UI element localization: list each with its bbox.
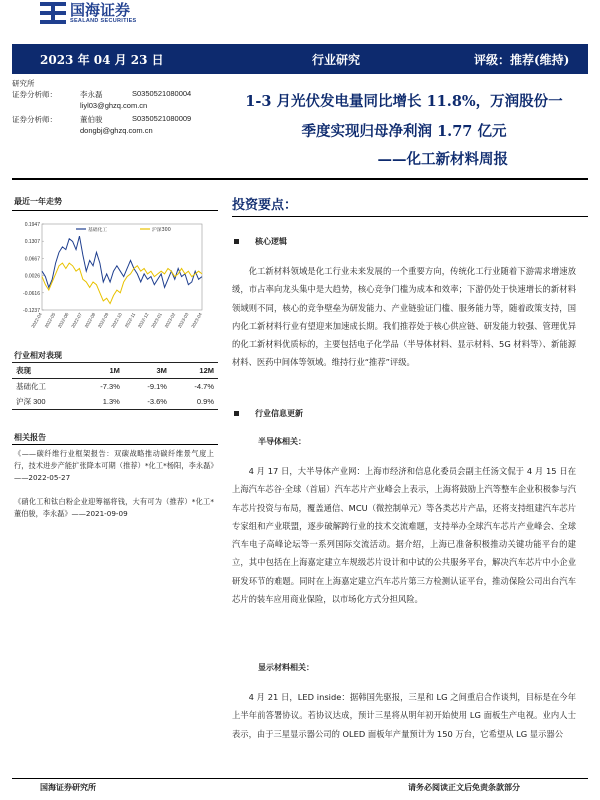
report-category: 行业研究 (312, 53, 361, 67)
investment-highlights-heading: 投资要点： (232, 198, 298, 213)
series-line (42, 236, 202, 287)
report-subtitle: ——化工新材料周报 (377, 151, 508, 168)
company-logo (40, 2, 137, 24)
core-logic-paragraph: 化工新材料领域是化工行业未来发展的一个重要方向，传统化工行业随着下游需求增速放缓，市占率向龙头集中是大趋势，核心竞争门槛为成本和效率；下游仍处于快速增长的新材料领域则不同，核心的竞争壁垒为研发能力、产业链验证门槛、服务能力等，随着政策支持，国内化工新材料行业有望迎来加速成长期。我们推荐处于核心供应链、研发能力较强、管理优异的化工新材料优质标的，主要包括电子化学品（半导体材料、显示材料、5G 材料等）、新能源材料、医药中间体等领域。维持行业“推荐”评级。 (232, 266, 576, 368)
table-cell: -3.6% (124, 394, 171, 410)
related-report-item[interactable]: 《——碳纤维行业框架报告：双碳战略推动碳纤维景气度上行，技术进步产能扩张降本可期（推荐）*化工*杨阳，李永磊》——2022-05-27 (14, 449, 214, 482)
x-tick-label: 2022-12 (136, 312, 150, 329)
report-title-line-1: 1-3 月光伏发电量同比增长 11.8%，万润股份一 (245, 93, 563, 110)
x-tick-label: 2022-06 (56, 312, 70, 329)
chart-title: 最近一年走势 (14, 197, 62, 206)
performance-table (12, 362, 218, 410)
heading-rule (232, 216, 588, 217)
analyst-email[interactable]: dongbj@ghzq.com.cn (80, 126, 153, 135)
x-tick-label: 2022-05 (43, 312, 57, 329)
x-tick-label: 2023-02 (163, 312, 177, 329)
reports-title: 相关报告 (14, 433, 46, 442)
table-row (12, 378, 218, 394)
chart-title-rule (12, 210, 218, 211)
x-tick-label: 2022-08 (83, 312, 97, 329)
bullet-square-icon (234, 411, 239, 416)
column-header: 3M (124, 363, 171, 379)
x-tick-label: 2023-03 (176, 312, 190, 329)
table-row (12, 394, 218, 410)
section-title: 行业信息更新 (255, 409, 303, 418)
footer-disclaimer: 请务必阅读正文后免责条款部分 (408, 783, 520, 792)
y-tick-label: 0.0667 (24, 256, 40, 263)
column-header: 表现 (12, 363, 77, 379)
y-tick-label: 0.1307 (24, 239, 40, 246)
analyst-2 (12, 114, 222, 138)
performance-title: 行业相对表现 (14, 351, 62, 360)
related-report-item[interactable]: 《硝化工和钛白粉企业迎筹福将钱，大有可为（推荐）*化工*董伯骏，李永磊》——2021-09-09 (14, 497, 214, 518)
y-tick-label: -0.0616 (23, 290, 40, 297)
table-cell: 1.3% (77, 394, 124, 410)
institute-label: 研究所 (12, 79, 35, 88)
table-cell: -7.3% (100, 381, 120, 391)
title-separator (12, 178, 588, 180)
x-tick-label: 2022-09 (96, 312, 110, 329)
semiconductor-subtitle: 半导体相关： (258, 437, 306, 446)
section-industry-news (234, 408, 303, 419)
analyst-label: 证券分析师： (12, 115, 57, 124)
logo-mark-icon (40, 2, 66, 24)
x-tick-label: 2023-01 (150, 312, 163, 329)
x-tick-label: 2022-04 (30, 312, 43, 329)
table-cell: 基础化工 (16, 381, 46, 391)
section-title: 核心逻辑 (255, 237, 287, 246)
display-subtitle: 显示材料相关： (258, 663, 314, 672)
table-cell: 沪深 300 (12, 394, 77, 410)
report-rating: 评级：推荐(维持) (474, 53, 570, 67)
column-header: 1M (77, 363, 124, 379)
table-header-row (12, 363, 218, 379)
analyst-cert: S0350521080009 (132, 114, 192, 123)
display-paragraph: 4 月 21 日，LED inside：据韩国先驱报，三星和 LG 之间重启合作谈判，目标是在今年上半年前答署协议。若协议达成，预计三星将从明年初开始使用 LG 面板生产电视。业内人士表示，由于三星显示器公司的 OLED 面板年产量预计为 150 万台，它希望从 LG 显示器公 (232, 692, 576, 739)
reports-title-rule (12, 444, 218, 445)
x-tick-label: 2022-07 (70, 312, 83, 329)
column-header: 12M (171, 363, 218, 379)
legend-label: 基础化工 (88, 228, 108, 233)
bullet-square-icon (234, 239, 239, 244)
report-date: 2023 年 04 月 23 日 (40, 53, 164, 67)
logo-name-en: SEALAND SECURITIES (70, 18, 137, 24)
x-tick-label: 2022-10 (110, 312, 123, 329)
table-cell: 0.9% (171, 394, 218, 410)
table-cell: -4.7% (194, 381, 214, 391)
analyst-name: 董伯骏 (80, 115, 103, 124)
x-tick-label: 2023-04 (190, 312, 203, 329)
report-title-line-2: 季度实现归母净利润 1.77 亿元 (301, 123, 507, 140)
trend-chart (12, 218, 208, 336)
analyst-name: 李永磊 (80, 90, 103, 99)
semiconductor-paragraph: 4 月 17 日，大半导体产业网：上海市经济和信息化委员会副主任汤文侃于 4 月 15 日在上海汽车芯谷·全球（首届）汽车芯片产业峰会上表示，上海将鼓励上汽等整车企业积极参与汽车芯片投资与布局，覆盖通信、MCU（微控制单元）等各类芯片产品，还将支持组建汽车芯片专家组和产业联盟，逐步破解跨行业的技术交流难题，支持举办全球汽车芯片产业峰会、全球汽车电子高峰论坛等一系列国际交流活动。据介绍，上海已准备积极推动关键功能平台的建立，其中包括在上海嘉定建立车规级芯片设计和中试的公共服务平台，解决汽车芯片中小企业研发环节的难题。同时在上海嘉定建立汽车芯片第三方检测认证平台，推动保险公司出台汽车芯片的装车应用商业保险，以市场化方式分担风险。 (232, 466, 576, 605)
analyst-1 (12, 89, 222, 113)
logo-name-cn: 国海证券 (70, 1, 131, 19)
section-core-logic (234, 236, 287, 247)
analyst-email[interactable]: liyl03@ghzq.com.cn (80, 101, 148, 110)
table-cell: -9.1% (147, 381, 167, 391)
analyst-label: 证券分析师： (12, 90, 57, 99)
analyst-cert: S0350521080004 (132, 89, 192, 98)
header-bar (12, 44, 588, 74)
legend-label: 沪深300 (152, 228, 171, 233)
y-tick-label: -0.1237 (23, 308, 40, 314)
footer-institute: 国海证券研究所 (40, 783, 96, 792)
x-tick-label: 2022-11 (123, 312, 137, 329)
footer-rule (12, 778, 588, 779)
y-tick-label: 0.0026 (24, 273, 40, 280)
y-tick-label: 0.1947 (24, 222, 40, 228)
plot-frame (42, 224, 202, 310)
